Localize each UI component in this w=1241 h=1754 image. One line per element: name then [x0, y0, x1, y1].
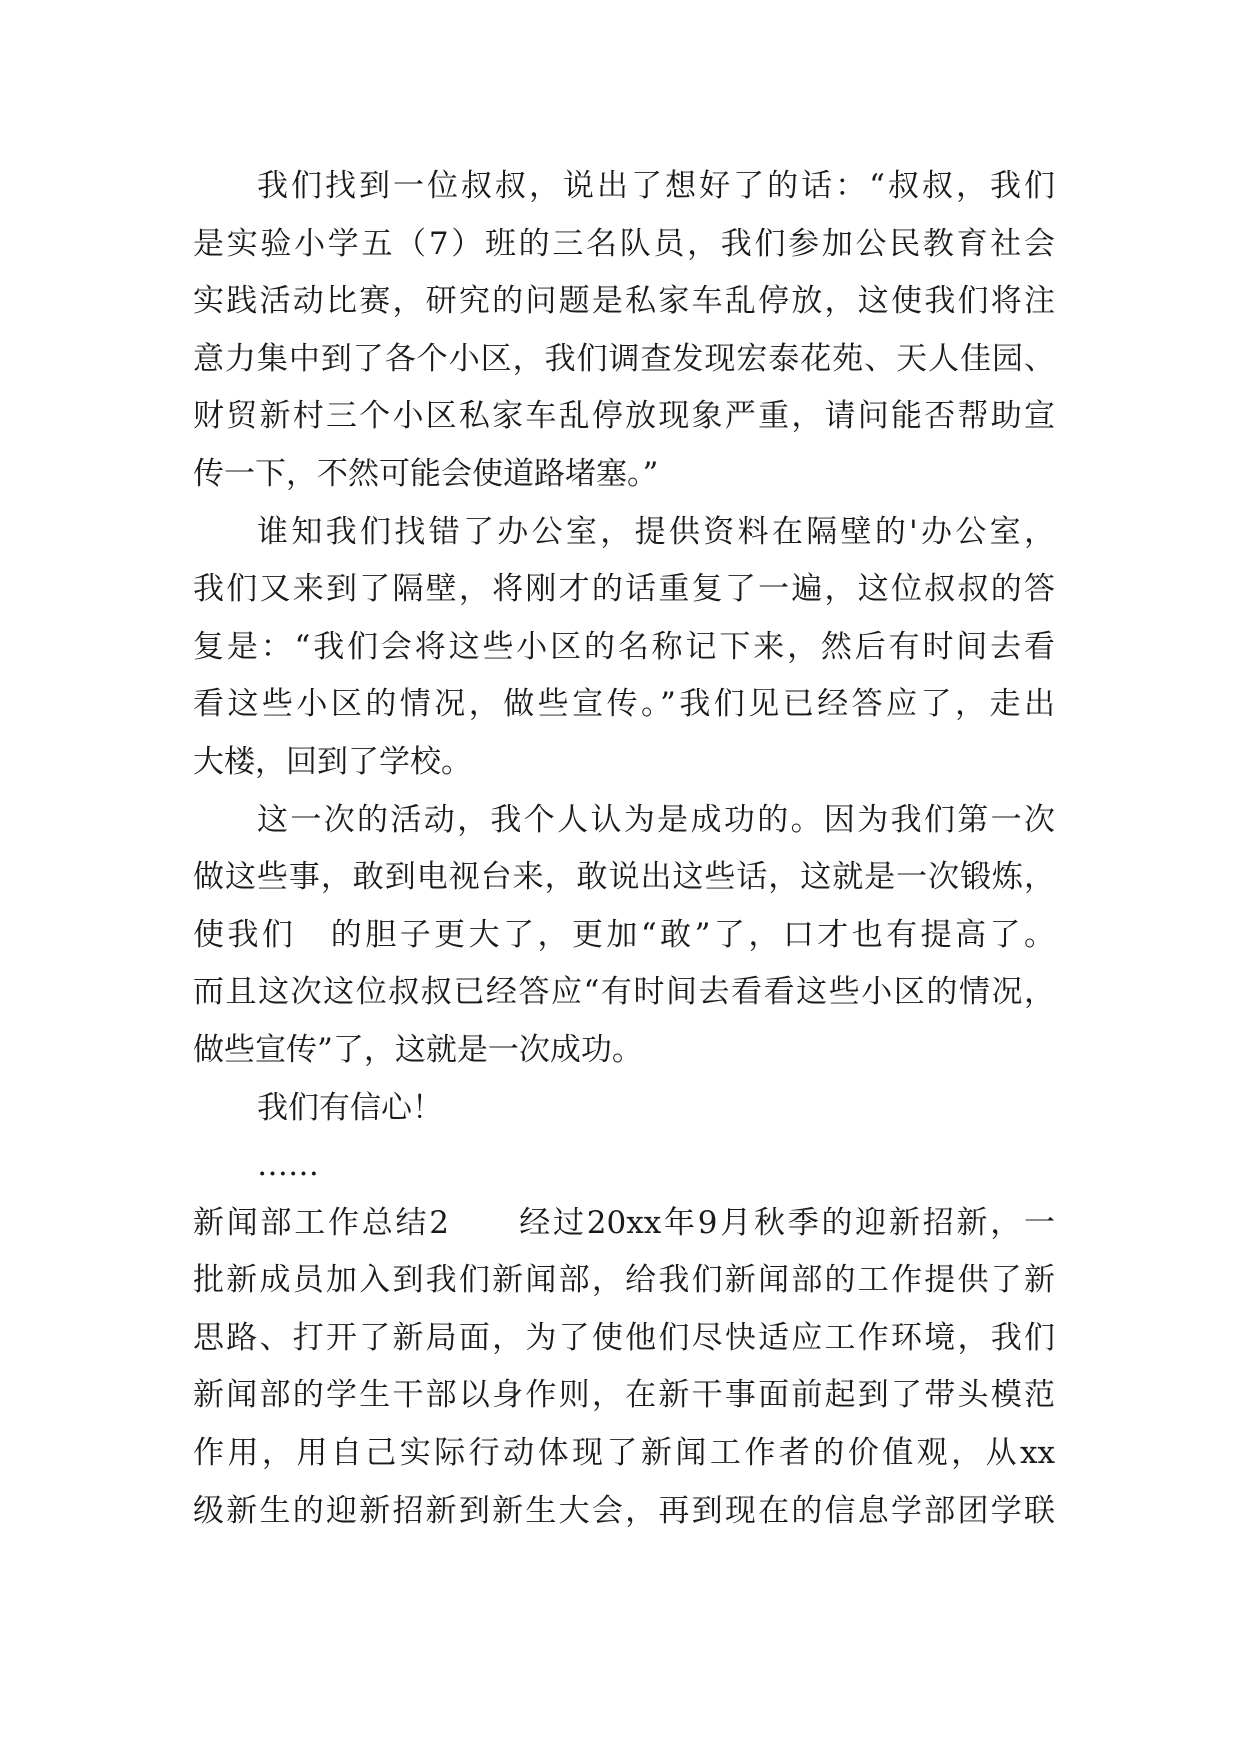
paragraph-line: 作用，用自己实际行动体现了新闻工作者的价值观，从xx — [193, 1435, 1055, 1472]
section-heading-line: 新闻部工作总结2 经过20xx年9月秋季的迎新招新，一 — [193, 1204, 1055, 1241]
paragraph-line: 这一次的活动，我个人认为是成功的。因为我们第一次 — [257, 801, 1055, 838]
paragraph-line: 我们找到一位叔叔，说出了想好了的话：“叔叔，我们 — [257, 168, 1055, 204]
paragraph-line: 大楼，回到了学校。 — [193, 743, 472, 780]
ellipsis-line: …… — [257, 1147, 319, 1184]
paragraph-line: 意力集中到了各个小区，我们调查发现宏泰花苑、天人佳园、 — [193, 340, 1055, 377]
paragraph-line: 使我们 的胆子更大了，更加“敢”了，口才也有提高了。 — [193, 916, 1055, 953]
paragraph-line: 是实验小学五（7）班的三名队员，我们参加公民教育社会 — [193, 225, 1055, 262]
paragraph-line: 传一下，不然可能会使道路堵塞。” — [193, 455, 659, 492]
paragraph-line: 复是：“我们会将这些小区的名称记下来，然后有时间去看 — [193, 628, 1055, 665]
paragraph-line: 做些宣传”了，这就是一次成功。 — [193, 1031, 643, 1068]
paragraph-line: 我们有信心！ — [257, 1089, 443, 1126]
paragraph-line: 做这些事，敢到电视台来，敢说出这些话，这就是一次锻炼， — [193, 859, 1055, 896]
paragraph-line: 实践活动比赛，研究的问题是私家车乱停放，这使我们将注 — [193, 283, 1055, 320]
paragraph-line: 思路、打开了新局面，为了使他们尽快适应工作环境，我们 — [193, 1319, 1055, 1356]
paragraph-line: 看这些小区的情况，做些宣传。”我们见已经答应了，走出 — [193, 686, 1055, 723]
paragraph-line: 我们又来到了隔壁，将刚才的话重复了一遍，这位叔叔的答 — [193, 571, 1055, 608]
paragraph-line: 谁知我们找错了办公室，提供资料在隔壁的'办公室， — [257, 513, 1055, 550]
paragraph-line: 而且这次这位叔叔已经答应“有时间去看看这些小区的情况， — [193, 974, 1055, 1011]
paragraph-line: 财贸新村三个小区私家车乱停放现象严重，请问能否帮助宣 — [193, 398, 1055, 435]
paragraph-line: 级新生的迎新招新到新生大会，再到现在的信息学部团学联 — [193, 1492, 1055, 1529]
paragraph-line: 批新成员加入到我们新闻部，给我们新闻部的工作提供了新 — [193, 1262, 1055, 1299]
document-body — [193, 158, 1055, 1540]
paragraph-line: 新闻部的学生干部以身作则，在新干事面前起到了带头模范 — [193, 1377, 1055, 1414]
